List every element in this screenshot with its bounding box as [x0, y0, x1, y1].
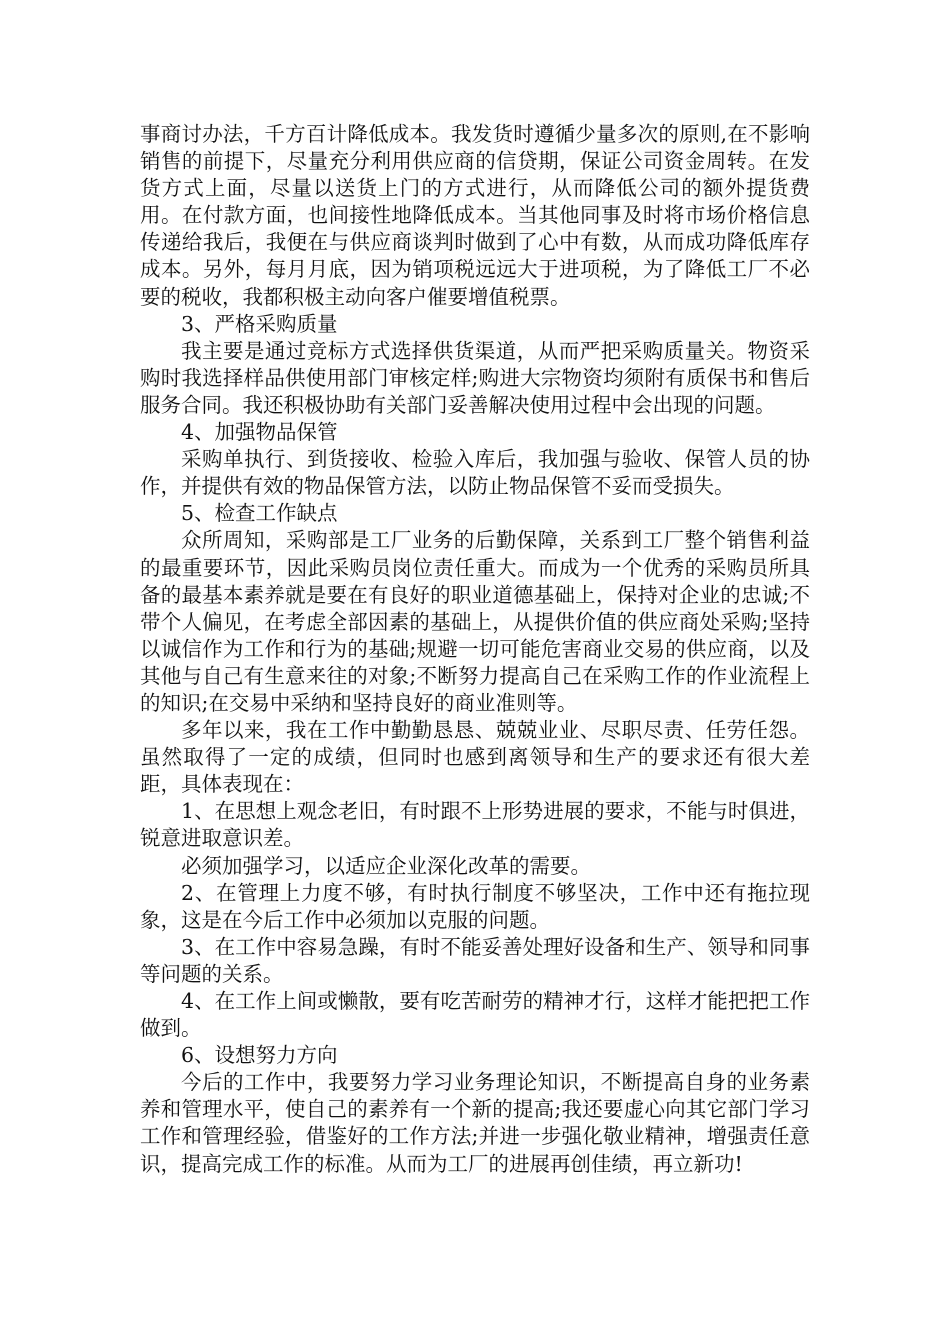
heading-quality: 3、严格采购质量 — [181, 311, 338, 336]
document-page — [140, 121, 810, 1178]
heading-storage: 4、加强物品保管 — [181, 420, 338, 445]
paragraph-direction: 今后的工作中，我要努力学习业务理论知识，不断提高自身的业务素养和管理水平，使自己的素养有一个新的提高;我还要虚心向其它部门学习工作和管理经验，借鉴好的工作方法;并进一步强化敬业精神，增强责任意识，提高完成工作的标准。从而为工厂的进展再创佳绩，再立新功! — [140, 1070, 810, 1176]
paragraph-review: 多年以来，我在工作中勤勤恳恳、兢兢业业、尽职尽责、任劳任怨。虽然取得了一定的成绩，但同时也感到离领导和生产的要求还有很大差距，具体表现在： — [140, 718, 810, 797]
paragraph-issue-1: 1、在思想上观念老旧，有时跟不上形势进展的要求，不能与时俱进，锐意进取意识差。 — [140, 799, 810, 851]
paragraph-ethics: 众所周知，采购部是工厂业务的后勤保障，关系到工厂整个销售利益的最重要环节，因此采购员岗位责任重大。而成为一个优秀的采购员所具备的最基本素养就是要在有良好的职业道德基础上，保持对企业的忠诚;不带个人偏见，在考虑全部因素的基础上，从提供价值的供应商处采购;坚持以诚信作为工作和行为的基础;规避一切可能危害商业交易的供应商，以及其他与自己有生意来往的对象;不断努力提高自己在采购工作的作业流程上的知识;在交易中采纳和坚持良好的商业准则等。 — [140, 528, 810, 715]
paragraph-cost-reduction: 事商讨办法，千方百计降低成本。我发货时遵循少量多次的原则,在不影响销售的前提下，尽量充分利用供应商的信贷期，保证公司资金周转。在发货方式上面，尽量以送货上门的方式进行，从而降低公司的额外提货费用。在付款方面，也间接性地降低成本。当其他同事及时将市场价格信息传递给我后，我便在与供应商谈判时做到了心中有数，从而成功降低库存成本。另外，每月月底，因为销项税远远大于进项税，为了降低工厂不必要的税收，我都积极主动向客户催要增值税票。 — [140, 122, 810, 309]
paragraph-study: 必须加强学习，以适应企业深化改革的需要。 — [181, 853, 591, 878]
paragraph-issue-3: 3、在工作中容易急躁，有时不能妥善处理好设备和生产、领导和同事等问题的关系。 — [140, 934, 810, 986]
paragraph-storage: 采购单执行、到货接收、检验入库后，我加强与验收、保管人员的协作，并提供有效的物品保管方法，以防止物品保管不妥而受损失。 — [140, 447, 810, 499]
heading-direction: 6、设想努力方向 — [181, 1043, 338, 1068]
heading-shortcomings: 5、检查工作缺点 — [181, 501, 338, 526]
paragraph-issue-4: 4、在工作上间或懒散，要有吃苦耐劳的精神才行，这样才能把把工作做到。 — [140, 989, 810, 1041]
paragraph-issue-2: 2、在管理上力度不够，有时执行制度不够坚决，工作中还有拖拉现象，这是在今后工作中必须加以克服的问题。 — [140, 880, 810, 932]
paragraph-quality: 我主要是通过竞标方式选择供货渠道，从而严把采购质量关。物资采购时我选择样品供使用部门审核定样;购进大宗物资均须附有质保书和售后服务合同。我还积极协助有关部门妥善解决使用过程中会出现的问题。 — [140, 338, 810, 417]
